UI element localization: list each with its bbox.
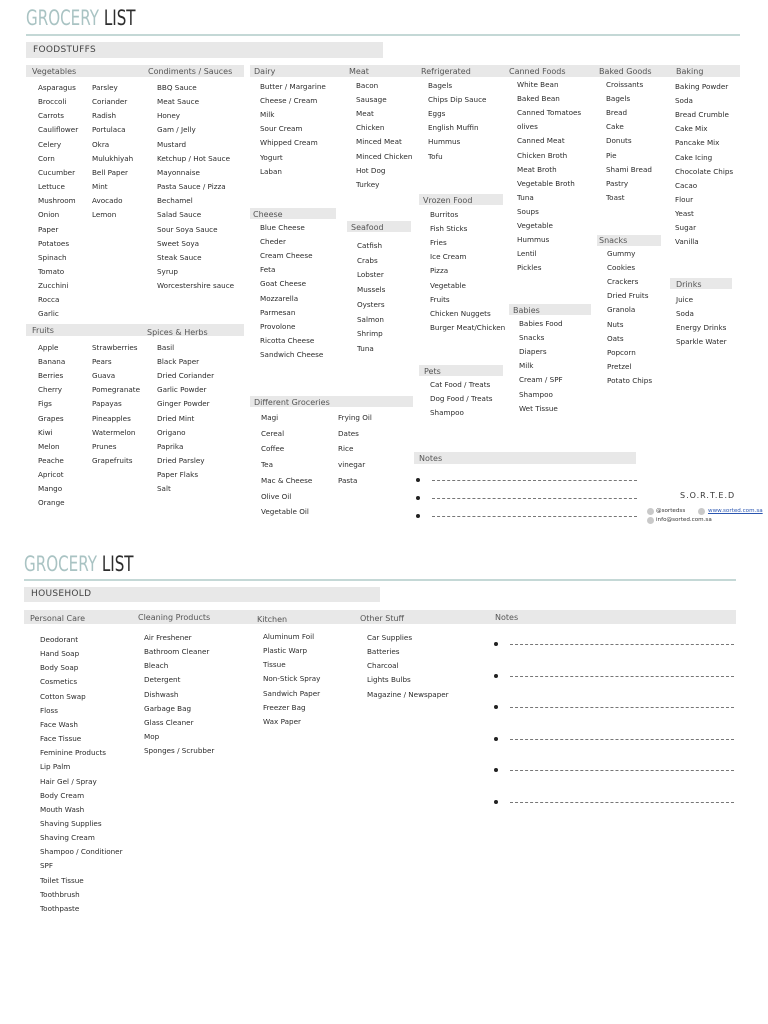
- list-item[interactable]: Wet Tissue: [519, 403, 558, 413]
- list-item[interactable]: Shaving Supplies: [40, 818, 102, 828]
- notes-bullet: [494, 737, 498, 741]
- notes-line[interactable]: [432, 516, 637, 517]
- list-item[interactable]: Body Soap: [40, 663, 79, 673]
- list-item[interactable]: Radish: [92, 111, 117, 121]
- list-item[interactable]: Canned Tomatoes: [517, 108, 582, 118]
- list-item[interactable]: Soda: [676, 309, 694, 319]
- list-item[interactable]: Pancake Mix: [675, 138, 720, 148]
- list-item[interactable]: Bathroom Cleaner: [144, 647, 210, 657]
- list-item[interactable]: Broccoli: [38, 97, 67, 107]
- list-item[interactable]: Pineapples: [92, 413, 131, 423]
- list-item[interactable]: Dog Food / Treats: [430, 394, 493, 404]
- list-item[interactable]: Chicken Broth: [517, 150, 568, 160]
- list-item[interactable]: Chocolate Chips: [675, 166, 734, 176]
- list-item[interactable]: Meat Broth: [517, 164, 557, 174]
- list-item[interactable]: Provolone: [260, 321, 296, 331]
- email-icon: [647, 517, 654, 524]
- notes-line[interactable]: [432, 480, 637, 481]
- list-item[interactable]: Air Freshener: [144, 633, 192, 642]
- list-item[interactable]: Crackers: [607, 277, 639, 287]
- list-item[interactable]: Granola: [607, 305, 636, 315]
- notes-bullet: [494, 674, 498, 678]
- list-item[interactable]: Deodorant: [40, 635, 79, 644]
- list-item[interactable]: Sour Cream: [260, 124, 303, 134]
- list-item[interactable]: Aluminum Foil: [263, 632, 315, 641]
- notes-line[interactable]: [510, 739, 734, 740]
- title-dark: LIST: [103, 6, 136, 30]
- list-item[interactable]: Paper Flaks: [157, 469, 199, 479]
- list-item[interactable]: Vanilla: [675, 237, 699, 247]
- category-heading: Seafood: [351, 223, 384, 232]
- list-item[interactable]: Freezer Bag: [263, 702, 306, 712]
- notes-heading: Notes: [419, 454, 443, 463]
- list-item[interactable]: Origano: [157, 427, 186, 437]
- list-item[interactable]: Ice Cream: [430, 252, 467, 262]
- list-item[interactable]: Vegetable Oil: [261, 507, 309, 517]
- category-heading: Babies: [513, 306, 540, 315]
- list-item[interactable]: Sausage: [356, 95, 387, 105]
- list-item[interactable]: Goat Cheese: [260, 279, 307, 289]
- list-item[interactable]: Toothpaste: [40, 903, 80, 913]
- list-item[interactable]: Detergent: [144, 675, 181, 685]
- list-item[interactable]: Pears: [92, 357, 112, 367]
- social-handle: @sortedss: [656, 508, 686, 514]
- notes-bullet: [494, 768, 498, 772]
- list-item[interactable]: Vegetable: [430, 280, 466, 290]
- page2-title: [24, 552, 134, 576]
- list-item[interactable]: Portulaca: [92, 125, 126, 135]
- list-item[interactable]: Pickles: [517, 263, 542, 273]
- list-item[interactable]: Mint: [92, 182, 108, 192]
- list-item[interactable]: Grapes: [38, 413, 64, 423]
- title-rule: [26, 34, 740, 36]
- category-heading: Condiments / Sauces: [148, 67, 233, 76]
- list-item[interactable]: vinegar: [338, 460, 366, 470]
- list-item[interactable]: Okra: [92, 139, 110, 149]
- notes-bullet: [416, 514, 420, 518]
- list-item[interactable]: olives: [517, 122, 538, 132]
- list-item[interactable]: Peache: [38, 455, 64, 465]
- list-item[interactable]: Feminine Products: [40, 748, 107, 758]
- list-item[interactable]: Cacao: [675, 180, 698, 190]
- list-item[interactable]: Papayas: [92, 399, 122, 409]
- list-item[interactable]: Yeast: [675, 208, 694, 218]
- notes-line[interactable]: [510, 770, 734, 771]
- list-item[interactable]: Tissue: [263, 660, 286, 670]
- list-item[interactable]: Dried Parsley: [157, 455, 205, 465]
- list-item[interactable]: Garbage Bag: [144, 703, 192, 713]
- list-item[interactable]: Minced Chicken: [356, 151, 413, 161]
- category-heading: Vegetables: [32, 67, 77, 76]
- list-item[interactable]: Banana: [38, 357, 66, 367]
- list-item[interactable]: Mussels: [357, 285, 386, 295]
- category-heading: Baking: [676, 67, 704, 76]
- list-item[interactable]: Mulukhiyah: [92, 153, 134, 163]
- notes-line[interactable]: [510, 676, 734, 677]
- list-item[interactable]: Ginger Powder: [157, 399, 210, 409]
- list-item[interactable]: Figs: [38, 399, 52, 409]
- list-item[interactable]: White Bean: [517, 80, 559, 89]
- list-item[interactable]: Prunes: [92, 441, 117, 451]
- list-item[interactable]: Meat Sauce: [157, 97, 200, 107]
- section-label: FOODSTUFFS: [33, 45, 96, 55]
- list-item[interactable]: Milk: [519, 361, 534, 371]
- list-item[interactable]: Salad Sauce: [157, 210, 202, 220]
- category-heading: Other Stuff: [360, 614, 405, 623]
- list-item[interactable]: Tea: [261, 460, 273, 470]
- list-item[interactable]: Chips Dip Sauce: [428, 95, 487, 105]
- fruits-bar: [26, 324, 244, 336]
- list-item[interactable]: Flour: [675, 194, 694, 204]
- list-item[interactable]: Avocado: [92, 196, 123, 206]
- list-item[interactable]: Guava: [92, 371, 116, 381]
- title-light: GROCERY: [24, 552, 98, 576]
- list-item[interactable]: Kiwi: [38, 427, 53, 437]
- dairy-bar: [250, 65, 740, 77]
- list-item[interactable]: Feta: [260, 265, 276, 275]
- list-item[interactable]: Oats: [607, 333, 624, 343]
- list-item[interactable]: Lobster: [357, 270, 384, 280]
- instagram-icon: [647, 508, 654, 515]
- list-item[interactable]: Tuna: [357, 343, 374, 353]
- list-item[interactable]: Tuna: [517, 192, 534, 202]
- list-item[interactable]: Whipped Cream: [260, 138, 318, 148]
- list-item[interactable]: Dates: [338, 428, 359, 438]
- list-item[interactable]: Toothbrush: [40, 889, 80, 899]
- list-item[interactable]: Bechamel: [157, 196, 193, 206]
- list-item[interactable]: Toilet Tissue: [40, 875, 84, 885]
- list-item[interactable]: Cream Cheese: [260, 251, 313, 261]
- list-item[interactable]: Butter / Margarine: [260, 82, 326, 91]
- list-item[interactable]: Mayonnaise: [157, 167, 200, 177]
- title-rule: [24, 579, 736, 581]
- notes-bullet: [494, 642, 498, 646]
- list-item[interactable]: Parmesan: [260, 307, 296, 317]
- category-heading: Vrozen Food: [423, 196, 473, 205]
- list-item[interactable]: Mushroom: [38, 196, 76, 206]
- list-item[interactable]: Berries: [38, 371, 64, 381]
- list-item[interactable]: Celery: [38, 139, 62, 149]
- notes-heading: Notes: [495, 613, 519, 622]
- category-heading: Different Groceries: [254, 398, 330, 407]
- list-item[interactable]: Canned Meat: [517, 136, 565, 146]
- list-item[interactable]: Snacks: [519, 333, 545, 343]
- list-item[interactable]: BBQ Sauce: [157, 83, 197, 92]
- list-item[interactable]: Coffee: [261, 444, 285, 454]
- list-item[interactable]: Sweet Soya: [157, 238, 200, 248]
- list-item[interactable]: Garlic: [38, 309, 59, 319]
- list-item[interactable]: Plastic Warp: [263, 646, 308, 656]
- list-item[interactable]: Vegetable Broth: [517, 178, 575, 188]
- list-item[interactable]: Strawberries: [92, 343, 138, 352]
- list-item[interactable]: Bagels: [606, 94, 631, 104]
- list-item[interactable]: Cake: [606, 122, 624, 132]
- list-item[interactable]: Sour Soya Sauce: [157, 224, 218, 234]
- list-item[interactable]: Mango: [38, 484, 63, 493]
- notes-bullet: [416, 496, 420, 500]
- list-item[interactable]: Cake Icing: [675, 152, 713, 162]
- list-item[interactable]: Mac & Cheese: [261, 475, 313, 485]
- list-item[interactable]: Fries: [430, 238, 447, 248]
- category-heading: Cheese: [253, 210, 283, 219]
- list-item[interactable]: Worcestershire sauce: [157, 281, 235, 291]
- notes-line[interactable]: [432, 498, 637, 499]
- list-item[interactable]: Soups: [517, 206, 539, 216]
- notes-bullet: [416, 478, 420, 482]
- list-item[interactable]: Milk: [260, 110, 275, 120]
- list-item[interactable]: Cheder: [260, 237, 286, 247]
- list-item[interactable]: Dried Mint: [157, 413, 195, 423]
- notes-line[interactable]: [510, 707, 734, 708]
- list-item[interactable]: Bread: [606, 108, 628, 118]
- list-item[interactable]: Pastry: [606, 178, 629, 188]
- list-item[interactable]: Batteries: [367, 647, 400, 657]
- list-item[interactable]: Gam / Jelly: [157, 125, 196, 135]
- list-item[interactable]: Bread Crumble: [675, 110, 729, 120]
- category-heading: Meat: [349, 67, 369, 76]
- category-heading: Personal Care: [30, 614, 86, 623]
- list-item[interactable]: Cauliflower: [38, 125, 79, 135]
- list-item[interactable]: Asparagus: [38, 83, 76, 92]
- list-item[interactable]: Bacon: [356, 81, 379, 90]
- list-item[interactable]: Orange: [38, 498, 65, 508]
- list-item[interactable]: Bell Paper: [92, 167, 128, 177]
- brand-logo: S.O.R.T.E.D: [680, 491, 736, 500]
- list-item[interactable]: Baking Powder: [675, 82, 729, 91]
- list-item[interactable]: Shampoo: [430, 408, 464, 418]
- category-heading: Refrigerated: [421, 67, 471, 76]
- list-item[interactable]: Dried Coriander: [157, 371, 215, 381]
- list-item[interactable]: Cereal: [261, 428, 285, 438]
- notes-bullet: [494, 705, 498, 709]
- list-item[interactable]: Blue Cheese: [260, 223, 305, 232]
- list-item[interactable]: Baked Bean: [517, 94, 560, 104]
- list-item[interactable]: Paprika: [157, 441, 184, 451]
- list-item[interactable]: Ketchup / Hot Sauce: [157, 153, 231, 163]
- list-item[interactable]: Hummus: [428, 137, 461, 147]
- list-item[interactable]: Rocca: [38, 295, 60, 305]
- notes-bar: [414, 452, 636, 464]
- list-item[interactable]: Sparkle Water: [676, 337, 727, 347]
- list-item[interactable]: Hand Soap: [40, 649, 80, 659]
- list-item[interactable]: Grapefruits: [92, 455, 133, 465]
- list-item[interactable]: Dishwash: [144, 689, 179, 699]
- list-item[interactable]: Potatoes: [38, 238, 70, 248]
- list-item[interactable]: Cat Food / Treats: [430, 380, 491, 389]
- list-item[interactable]: Body Cream: [40, 790, 85, 800]
- list-item[interactable]: Mozzarella: [260, 293, 299, 303]
- list-item[interactable]: Fruits: [430, 294, 450, 304]
- category-heading: Spices & Herbs: [147, 328, 208, 337]
- list-item[interactable]: Cheese / Cream: [260, 96, 318, 106]
- list-item[interactable]: Ricotta Cheese: [260, 335, 315, 345]
- list-item[interactable]: Meat: [356, 109, 374, 119]
- list-item[interactable]: Garlic Powder: [157, 385, 207, 395]
- list-item[interactable]: Rice: [338, 444, 354, 454]
- list-item[interactable]: Juice: [676, 295, 694, 304]
- list-item[interactable]: Cookies: [607, 263, 636, 273]
- list-item[interactable]: Shampoo: [519, 389, 553, 399]
- list-item[interactable]: Carrots: [38, 111, 65, 121]
- list-item[interactable]: Cream / SPF: [519, 375, 563, 385]
- list-item[interactable]: Pretzel: [607, 361, 632, 371]
- globe-icon: [698, 508, 705, 515]
- category-heading: Dairy: [254, 67, 276, 76]
- list-item[interactable]: Chicken: [356, 123, 385, 133]
- list-item[interactable]: Energy Drinks: [676, 323, 727, 333]
- list-item[interactable]: Lentil: [517, 249, 537, 259]
- list-item[interactable]: Dried Fruits: [607, 291, 649, 301]
- list-item[interactable]: Face Wash: [40, 719, 78, 729]
- list-item[interactable]: Croissants: [606, 80, 644, 89]
- website-link[interactable]: www.sorted.com.sa: [708, 508, 763, 514]
- list-item[interactable]: Wax Paper: [263, 716, 301, 726]
- title-dark: LIST: [101, 552, 134, 576]
- list-item[interactable]: Apricot: [38, 469, 64, 479]
- list-item[interactable]: Cotton Swap: [40, 691, 86, 701]
- list-item[interactable]: Potato Chips: [607, 375, 653, 385]
- list-item[interactable]: Vegetable: [517, 221, 553, 230]
- list-item[interactable]: Sandwich Cheese: [260, 349, 324, 359]
- list-item[interactable]: Diapers: [519, 347, 547, 357]
- list-item[interactable]: Mouth Wash: [40, 804, 85, 814]
- list-item[interactable]: Chicken Nuggets: [430, 308, 491, 318]
- category-heading: Cleaning Products: [138, 613, 211, 622]
- notes-line[interactable]: [510, 802, 734, 803]
- list-item[interactable]: Parsley: [92, 83, 118, 92]
- category-heading: Canned Foods: [509, 67, 566, 76]
- list-item[interactable]: Hot Dog: [356, 165, 386, 175]
- list-item[interactable]: Zucchini: [38, 281, 69, 291]
- list-item[interactable]: Floss: [40, 705, 59, 715]
- category-heading: Kitchen: [257, 615, 288, 624]
- list-item[interactable]: Sugar: [675, 223, 697, 232]
- list-item[interactable]: Olive Oil: [261, 491, 292, 501]
- category-heading: Baked Goods: [599, 67, 652, 76]
- list-item[interactable]: Minced Meat: [356, 137, 402, 147]
- list-item[interactable]: Donuts: [606, 136, 632, 146]
- category-heading: Drinks: [676, 280, 702, 289]
- list-item[interactable]: Non-Stick Spray: [263, 674, 321, 684]
- list-item[interactable]: Fish Sticks: [430, 224, 468, 234]
- list-item[interactable]: Shrimp: [357, 329, 383, 339]
- list-item[interactable]: Shami Bread: [606, 164, 652, 174]
- list-item[interactable]: Shaving Cream: [40, 833, 95, 843]
- list-item[interactable]: Mop: [144, 732, 160, 742]
- list-item[interactable]: Popcorn: [607, 347, 636, 357]
- list-item[interactable]: Shampoo / Conditioner: [40, 847, 123, 857]
- list-item[interactable]: Face Tissue: [40, 734, 82, 744]
- list-item[interactable]: Oysters: [357, 299, 385, 309]
- list-item[interactable]: Cherry: [38, 385, 63, 395]
- list-item[interactable]: Cosmetics: [40, 677, 78, 687]
- list-item[interactable]: Pie: [606, 150, 617, 160]
- list-item[interactable]: Gummy: [607, 249, 636, 258]
- category-heading: Snacks: [599, 236, 628, 245]
- list-item[interactable]: Pasta: [338, 475, 358, 485]
- list-item[interactable]: Sponges / Scrubber: [144, 746, 215, 756]
- list-item[interactable]: Paper: [38, 224, 59, 234]
- list-item[interactable]: Burritos: [430, 210, 459, 219]
- list-item[interactable]: Magi: [261, 413, 279, 422]
- list-item[interactable]: Corn: [38, 153, 55, 163]
- list-item[interactable]: Eggs: [428, 109, 446, 119]
- list-item[interactable]: Laban: [260, 166, 282, 176]
- page1-title: [26, 6, 136, 30]
- list-item[interactable]: Spinach: [38, 252, 67, 262]
- list-item[interactable]: SPF: [40, 861, 54, 871]
- list-item[interactable]: English Muffin: [428, 123, 479, 133]
- category-heading: Fruits: [32, 326, 54, 335]
- list-item[interactable]: Magazine / Newspaper: [367, 689, 449, 699]
- list-item[interactable]: Charcoal: [367, 661, 399, 671]
- list-item[interactable]: Cucumber: [38, 167, 76, 177]
- list-item[interactable]: Burger Meat/Chicken: [430, 322, 506, 332]
- list-item[interactable]: Lip Palm: [40, 762, 71, 772]
- list-item[interactable]: Sandwich Paper: [263, 688, 321, 698]
- list-item[interactable]: Frying Oil: [338, 413, 372, 422]
- list-item[interactable]: Apple: [38, 343, 59, 352]
- list-item[interactable]: Babies Food: [519, 319, 563, 328]
- list-item[interactable]: Lights Bulbs: [367, 675, 411, 685]
- list-item[interactable]: Black Paper: [157, 357, 200, 367]
- list-item[interactable]: Onion: [38, 210, 60, 220]
- list-item[interactable]: Melon: [38, 441, 60, 451]
- list-item[interactable]: Bleach: [144, 661, 169, 671]
- list-item[interactable]: Nuts: [607, 319, 624, 329]
- list-item[interactable]: Salt: [157, 484, 171, 493]
- list-item[interactable]: Bagels: [428, 81, 453, 90]
- list-item[interactable]: Pizza: [430, 266, 449, 276]
- list-item[interactable]: Car Supplies: [367, 633, 413, 642]
- notes-line[interactable]: [510, 644, 734, 645]
- list-item[interactable]: Steak Sauce: [157, 252, 202, 262]
- email-text: info@sorted.com.sa: [656, 517, 712, 523]
- list-item[interactable]: Lemon: [92, 210, 117, 220]
- category-heading: Pets: [424, 367, 441, 376]
- title-light: GROCERY: [26, 6, 100, 30]
- list-item[interactable]: Yogurt: [260, 152, 283, 162]
- list-item[interactable]: Cake Mix: [675, 124, 708, 134]
- list-item[interactable]: Soda: [675, 96, 693, 106]
- list-item[interactable]: Pasta Sauce / Pizza: [157, 182, 226, 192]
- list-item[interactable]: Turkey: [356, 179, 380, 189]
- list-item[interactable]: Salmon: [357, 314, 384, 324]
- list-item[interactable]: Glass Cleaner: [144, 717, 194, 727]
- list-item[interactable]: Syrup: [157, 266, 178, 276]
- list-item[interactable]: Lettuce: [38, 182, 65, 192]
- list-item[interactable]: Basil: [157, 343, 175, 352]
- list-item[interactable]: Toast: [606, 192, 625, 202]
- list-item[interactable]: Coriander: [92, 97, 128, 107]
- list-item[interactable]: Honey: [157, 111, 181, 121]
- list-item[interactable]: Crabs: [357, 255, 378, 265]
- notes-bullet: [494, 800, 498, 804]
- list-item[interactable]: Watermelon: [92, 427, 136, 437]
- section-label: HOUSEHOLD: [31, 589, 92, 599]
- list-item[interactable]: Tomato: [38, 266, 65, 276]
- list-item[interactable]: Tofu: [428, 151, 443, 161]
- list-item[interactable]: Pomegranate: [92, 385, 141, 395]
- list-item[interactable]: Hummus: [517, 235, 550, 245]
- list-item[interactable]: Hair Gel / Spray: [40, 776, 97, 786]
- list-item[interactable]: Catfish: [357, 241, 383, 250]
- list-item[interactable]: Mustard: [157, 139, 187, 149]
